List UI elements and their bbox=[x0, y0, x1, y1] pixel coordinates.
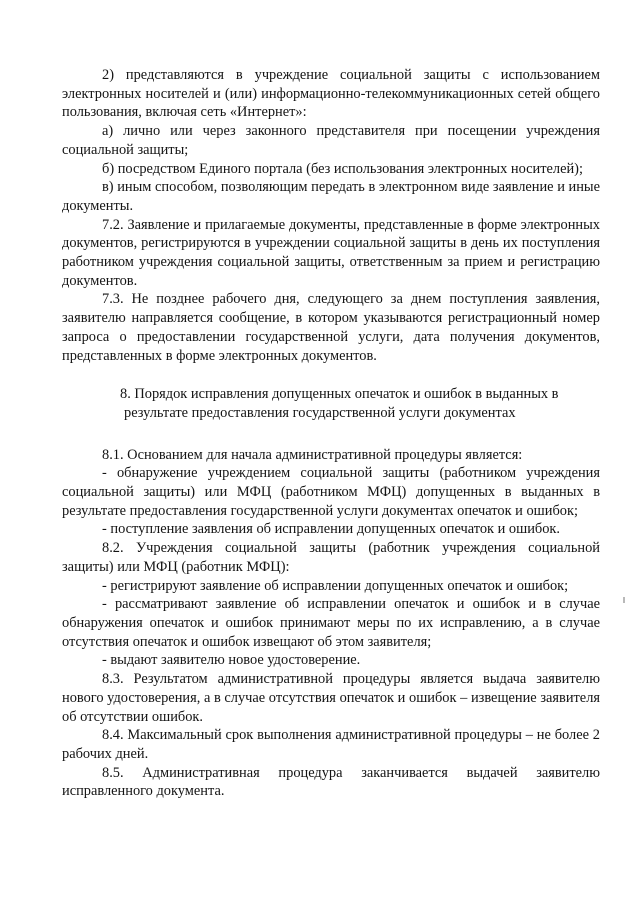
paragraph-8-2-dash-3: - выдают заявителю новое удостоверение. bbox=[102, 652, 361, 669]
paragraph-7-3: 7.3. Не позднее рабочего дня, следующего за днем поступления заявления, заявителю направляется сообщение, в котором указываются регистрационный номер запроса о предоставлении государственной услуги, дата получения документов, представленных в форме электронных документов. bbox=[62, 291, 600, 364]
paragraph-8-2: 8.2. Учреждения социальной защиты (работник учреждения социальной защиты) или МФЦ (работник МФЦ): bbox=[62, 540, 600, 575]
paragraph-item-a: а) лично или через законного представителя при посещении учреждения социальной защиты; bbox=[62, 123, 600, 158]
section-8-heading bbox=[62, 385, 600, 422]
paragraph-8-5: 8.5. Административная процедура заканчивается выдачей заявителю исправленного документа. bbox=[62, 764, 600, 800]
paragraph-7-1-item-2: 2) представляются в учреждение социальной защиты с использованием электронных носителей и (или) информационно-телекоммуникационных сетей общего пользования, включая сеть «Интернет»: bbox=[62, 67, 600, 121]
scan-artifact bbox=[623, 597, 625, 603]
section-8-heading-line1: 8. Порядок исправления допущенных опечаток и ошибок в выданных в bbox=[120, 386, 559, 403]
paragraph-8-3: 8.3. Результатом административной процедуры является выдача заявителю нового удостоверения, а в случае отсутствия опечаток и ошибок – извещение заявителя об отсутствии ошибок. bbox=[62, 671, 600, 725]
paragraph-8-2-dash-2: - рассматривают заявление об исправлении опечаток и ошибок и в случае обнаружения опечаток и ошибок принимают меры по их исправлению, а в случае отсутствия опечаток и ошибок извещают об этом заявителя; bbox=[62, 596, 600, 650]
paragraph-8-1: 8.1. Основанием для начала административной процедуры является: bbox=[102, 446, 523, 463]
paragraph-8-2-dash-1: - регистрируют заявление об исправлении допущенных опечаток и ошибок; bbox=[102, 577, 569, 594]
paragraph-8-1-dash-2: - поступление заявления об исправлении допущенных опечаток и ошибок. bbox=[102, 521, 561, 538]
document-page bbox=[62, 66, 600, 801]
paragraph-item-b: б) посредством Единого портала (без использования электронных носителей); bbox=[102, 160, 583, 177]
paragraph-7-2: 7.2. Заявление и прилагаемые документы, представленные в форме электронных документов, регистрируются в учреждении социальной защиты в день их поступления работником учреждения социальной защиты, ответственным за прием и регистрацию документов. bbox=[62, 216, 600, 289]
paragraph-8-1-dash-1: - обнаружение учреждением социальной защиты (работником учреждения социальной защиты) или МФЦ (работником МФЦ) допущенных в выданных в результате предоставления государственной услуги документах опечаток и ошибок; bbox=[62, 465, 600, 519]
paragraph-8-4: 8.4. Максимальный срок выполнения административной процедуры – не более 2 рабочих дней. bbox=[62, 727, 600, 762]
paragraph-item-v: в) иным способом, позволяющим передать в электронном виде заявление и иные документы. bbox=[62, 179, 600, 214]
section-8-heading-line2: результате предоставления государственной услуги документах bbox=[124, 404, 516, 421]
